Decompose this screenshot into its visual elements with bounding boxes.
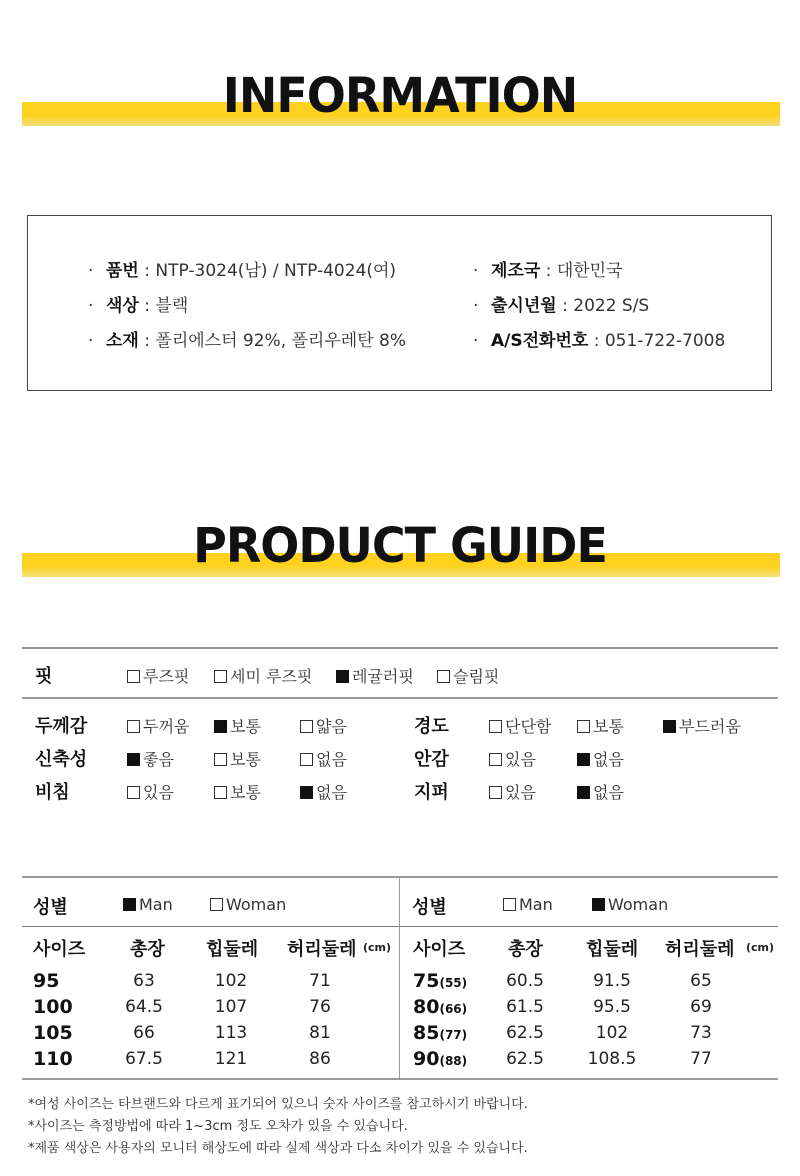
info-value: 블랙 [155, 296, 189, 316]
option-label: 없음 [316, 750, 347, 769]
size-number: 90 [413, 1048, 440, 1070]
size-sub: (55) [439, 976, 468, 990]
information-box [27, 215, 772, 391]
empty-box-icon [127, 720, 140, 733]
info-row [88, 256, 396, 281]
measurement-value: 62.5 [506, 1049, 544, 1069]
guide-top-divider [22, 647, 778, 649]
option-label: 보통 [230, 717, 261, 736]
checkbox-option [437, 664, 499, 687]
measurement-value: 102 [595, 1023, 629, 1043]
measurement-value: 60.5 [506, 971, 544, 991]
checkbox-option [663, 714, 741, 737]
checked-box-icon [577, 753, 590, 766]
info-row [473, 291, 649, 316]
bullet-dot: · [88, 296, 94, 316]
option-label: 없음 [593, 783, 624, 802]
measurement-value: 71 [309, 971, 331, 991]
guide-row-label: 신축성 [35, 749, 88, 770]
column-header: 허리둘레 [287, 939, 357, 960]
guide-row-label: 두께감 [35, 716, 88, 737]
size-table-header-divider [22, 926, 778, 927]
size-number: 75 [413, 970, 440, 992]
measurement-value: 86 [309, 1049, 331, 1069]
guide-row-label: 안감 [414, 749, 449, 770]
empty-box-icon [214, 670, 227, 683]
column-header: 힙둘레 [206, 939, 259, 960]
note-line: *여성 사이즈는 타브랜드와 다르게 표기되어 있으니 숫자 사이즈를 참고하시기 바랍니다. [28, 1097, 528, 1112]
info-separator: : [556, 296, 574, 316]
bullet-dot: · [473, 261, 479, 281]
fit-label: 핏 [35, 666, 53, 687]
measurement-value: 81 [309, 1023, 331, 1043]
measurement-value: 113 [214, 1023, 248, 1043]
size-number: 105 [33, 1022, 73, 1044]
size-table-top-divider [22, 876, 778, 878]
option-label: 보통 [593, 717, 624, 736]
option-label: 루즈핏 [143, 667, 190, 686]
column-header: 사이즈 [33, 939, 86, 960]
gender-label: 성별 [33, 897, 68, 918]
info-separator: : [540, 261, 557, 281]
column-header: 허리둘레 [665, 939, 735, 960]
info-separator: : [138, 261, 156, 281]
unit-label: (cm) [746, 941, 775, 954]
column-header: 총장 [130, 939, 165, 960]
column-header: 힙둘레 [586, 939, 639, 960]
guide-row-label: 지퍼 [414, 782, 449, 803]
empty-box-icon [300, 753, 313, 766]
empty-box-icon [214, 786, 227, 799]
size-number: 100 [33, 996, 73, 1018]
info-row [473, 256, 623, 281]
checkbox-option [300, 780, 347, 803]
option-label: 보통 [230, 750, 261, 769]
option-label: 단단함 [505, 717, 552, 736]
measurement-value: 62.5 [506, 1023, 544, 1043]
info-label: 출시년월 [491, 296, 557, 316]
option-label: 없음 [593, 750, 624, 769]
size-table-column-divider [399, 876, 400, 1080]
info-value: 2022 S/S [573, 296, 650, 316]
size-sub: (66) [439, 1002, 468, 1016]
measurement-value: 66 [133, 1023, 155, 1043]
bullet-dot: · [88, 331, 94, 351]
measurement-value: 91.5 [593, 971, 631, 991]
gender-label: 성별 [412, 897, 447, 918]
empty-box-icon [127, 670, 140, 683]
option-label: 있음 [505, 750, 536, 769]
info-value: 폴리에스터 92%, 폴리우레탄 8% [155, 331, 406, 351]
gender-option-label: Woman [608, 895, 669, 914]
gender-option-label: Man [139, 895, 173, 914]
info-label: A/S전화번호 [491, 331, 589, 351]
bullet-dot: · [473, 296, 479, 316]
option-label: 부드러움 [679, 717, 741, 736]
measurement-value: 61.5 [506, 997, 544, 1017]
checkbox-option [336, 664, 414, 687]
empty-box-icon [489, 753, 502, 766]
option-label: 얇음 [316, 717, 347, 736]
option-label: 좋음 [143, 750, 174, 769]
size-value [413, 996, 467, 1018]
checkbox-option [214, 747, 261, 770]
gender-option [503, 895, 553, 914]
bullet-dot: · [88, 261, 94, 281]
gender-option [210, 895, 286, 914]
empty-box-icon [437, 670, 450, 683]
checkbox-option [127, 747, 174, 770]
empty-box-icon [214, 753, 227, 766]
measurement-value: 77 [690, 1049, 712, 1069]
guide-row-label: 경도 [414, 716, 449, 737]
option-label: 레귤러핏 [352, 667, 414, 686]
gender-option [592, 895, 668, 914]
measurement-value: 73 [690, 1023, 712, 1043]
checkbox-option [577, 780, 624, 803]
size-value [33, 1022, 73, 1044]
measurement-value: 121 [214, 1049, 248, 1069]
info-separator: : [138, 331, 156, 351]
column-header: 총장 [508, 939, 543, 960]
info-separator: : [588, 331, 605, 351]
empty-box-icon [489, 720, 502, 733]
size-number: 80 [413, 996, 440, 1018]
measurement-value: 63 [133, 971, 155, 991]
checked-box-icon [214, 720, 227, 733]
checked-box-icon [336, 670, 349, 683]
info-row [473, 326, 725, 351]
info-label: 품번 [106, 261, 139, 281]
size-value [33, 970, 59, 992]
checked-box-icon [663, 720, 676, 733]
size-number: 110 [33, 1048, 73, 1070]
measurement-value: 95.5 [593, 997, 631, 1017]
information-title: INFORMATION [222, 66, 578, 124]
checked-box-icon [127, 753, 140, 766]
checkbox-option [489, 714, 551, 737]
checkbox-option [489, 747, 536, 770]
empty-box-icon [577, 720, 590, 733]
checkbox-option [127, 664, 189, 687]
measurement-value: 64.5 [125, 997, 163, 1017]
empty-box-icon [489, 786, 502, 799]
size-table-bottom-divider [22, 1078, 778, 1080]
measurement-value: 108.5 [587, 1049, 637, 1069]
option-label: 보통 [230, 783, 261, 802]
empty-box-icon [503, 898, 516, 911]
checkbox-option [577, 747, 624, 770]
size-sub: (88) [439, 1054, 468, 1068]
option-label: 두꺼움 [143, 717, 190, 736]
size-number: 85 [413, 1022, 440, 1044]
checkbox-option [214, 714, 261, 737]
size-value [33, 996, 73, 1018]
measurement-value: 69 [690, 997, 712, 1017]
option-label: 있음 [143, 783, 174, 802]
info-row [88, 291, 188, 316]
checkbox-option [214, 780, 261, 803]
guide-fit-divider [22, 697, 778, 699]
checkbox-option [214, 664, 312, 687]
option-label: 세미 루즈핏 [230, 667, 313, 686]
measurement-value: 65 [690, 971, 712, 991]
empty-box-icon [210, 898, 223, 911]
size-sub: (77) [439, 1028, 468, 1042]
empty-box-icon [300, 720, 313, 733]
measurement-value: 102 [214, 971, 248, 991]
info-label: 색상 [106, 296, 139, 316]
info-value: 051-722-7008 [604, 331, 726, 351]
size-value [413, 1022, 467, 1044]
info-label: 제조국 [491, 261, 541, 281]
measurement-value: 107 [214, 997, 248, 1017]
gender-option-label: Man [519, 895, 553, 914]
size-number: 95 [33, 970, 60, 992]
size-value [413, 970, 467, 992]
note-line: *제품 색상은 사용자의 모니터 해상도에 따라 실제 색상과 다소 차이가 있을 수 있습니다. [28, 1141, 528, 1156]
measurement-value: 67.5 [125, 1049, 163, 1069]
size-value [413, 1048, 467, 1070]
checkbox-option [577, 714, 624, 737]
empty-box-icon [127, 786, 140, 799]
info-row [88, 326, 406, 351]
note-line: *사이즈는 측정방법에 따라 1~3cm 정도 오차가 있을 수 있습니다. [28, 1119, 408, 1134]
product-guide-title: PRODUCT GUIDE [193, 516, 607, 574]
option-label: 있음 [505, 783, 536, 802]
measurement-value: 76 [309, 997, 331, 1017]
column-header: 사이즈 [413, 939, 466, 960]
checked-box-icon [300, 786, 313, 799]
checkbox-option [300, 714, 347, 737]
checkbox-option [300, 747, 347, 770]
option-label: 없음 [316, 783, 347, 802]
guide-row-label: 비침 [35, 782, 70, 803]
checked-box-icon [577, 786, 590, 799]
size-value [33, 1048, 73, 1070]
info-value: 대한민국 [556, 261, 623, 281]
info-label: 소재 [106, 331, 139, 351]
checked-box-icon [123, 898, 136, 911]
checked-box-icon [592, 898, 605, 911]
option-label: 슬림핏 [453, 667, 500, 686]
gender-option [123, 895, 173, 914]
checkbox-option [127, 714, 189, 737]
info-separator: : [138, 296, 156, 316]
gender-option-label: Woman [226, 895, 287, 914]
unit-label: (cm) [363, 941, 392, 954]
checkbox-option [127, 780, 174, 803]
bullet-dot: · [473, 331, 479, 351]
checkbox-option [489, 780, 536, 803]
info-value: NTP-3024(남) / NTP-4024(여) [155, 261, 397, 281]
